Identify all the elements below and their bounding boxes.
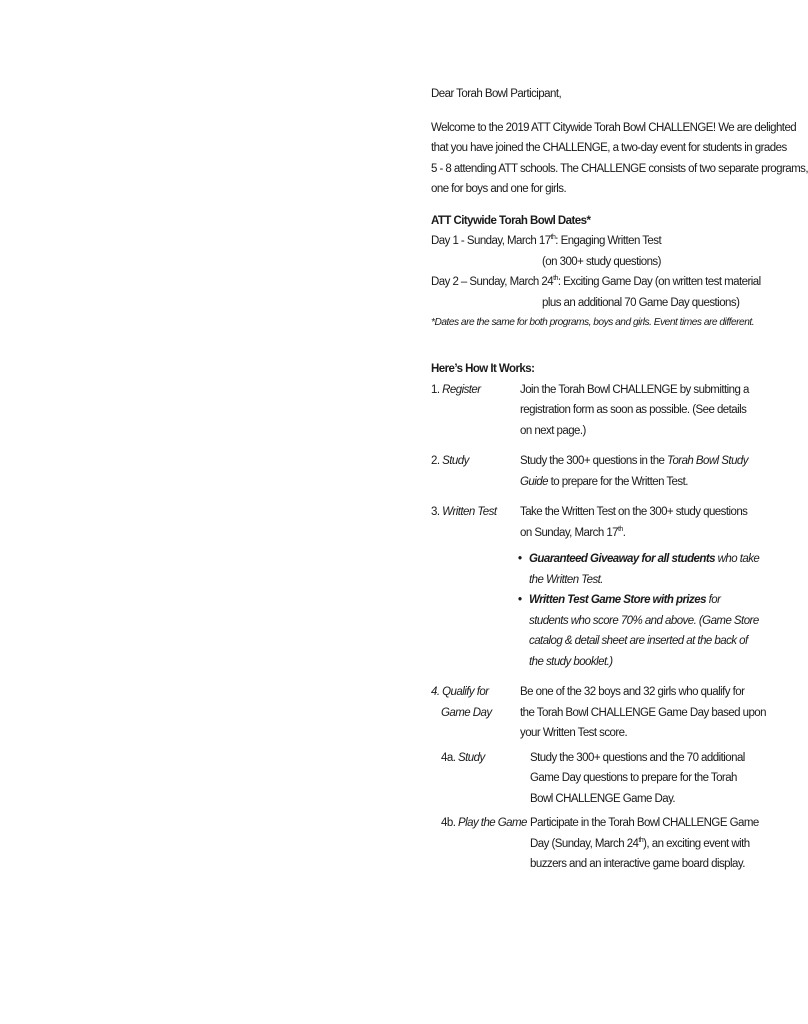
- day1-text: Day 1 - Sunday, March 17: [431, 235, 551, 247]
- step-text: to prepare for the Written Test.: [547, 475, 688, 488]
- step-body: [530, 813, 759, 875]
- step-title: Study: [457, 751, 485, 764]
- step-line: [520, 523, 759, 544]
- day1-desc: : Engaging Written Test: [555, 235, 662, 247]
- step-line: buzzers and an interactive game board display.: [530, 858, 745, 870]
- step-body: [520, 451, 748, 492]
- step-qualify: [431, 682, 766, 744]
- greeting: Dear Torah Bowl Participant,: [431, 88, 562, 100]
- step-4a-study: [431, 748, 745, 810]
- bullet-icon: •: [518, 553, 522, 565]
- step-line: Be one of the 32 boys and 32 girls who qualify for: [520, 686, 745, 698]
- step-sup: th: [618, 525, 623, 533]
- intro-line: one for boys and one for girls.: [431, 183, 567, 195]
- step-text: Study the 300+ questions in the: [520, 455, 668, 467]
- step-line: on next page.): [520, 424, 586, 437]
- step-title: Register: [442, 383, 481, 396]
- step-line: registration form as soon as possible. (See details: [520, 404, 747, 416]
- step-text: .: [622, 526, 626, 539]
- bullet-text: catalog & detail sheet are inserted at the back of: [529, 635, 748, 647]
- bullet-highlight: Guaranteed Giveaway for all students: [529, 553, 715, 565]
- step-line: Game Day questions to prepare for the Torah: [530, 772, 737, 784]
- step-title: 4. Qualify for: [431, 686, 489, 698]
- step-line: your Written Test score.: [520, 727, 628, 739]
- day1-line: [431, 231, 731, 252]
- step-text: Day (Sunday, March 24: [530, 837, 639, 850]
- dates-section: [431, 211, 761, 333]
- step-sup: th: [638, 836, 644, 844]
- step-study: [431, 451, 748, 492]
- step-text: ), an exciting event with: [643, 837, 750, 850]
- step-label: [431, 682, 520, 744]
- step-number: 2.: [431, 455, 443, 467]
- step-line: Participate in the Torah Bowl CHALLENGE Game: [530, 817, 759, 829]
- step-number: 1.: [431, 383, 443, 396]
- study-guide-title-cont: Guide: [520, 475, 548, 488]
- step-line: Study the 300+ questions and the 70 additional: [530, 751, 745, 764]
- day2-text: Day 2 – Sunday, March 24: [431, 276, 554, 288]
- how-it-works-section: [431, 359, 766, 875]
- step-4b-play: [431, 813, 759, 875]
- bullet-text: who take: [715, 553, 760, 565]
- step-line: [530, 834, 759, 855]
- bullet-highlight: Written Test Game Store with prizes: [529, 594, 706, 606]
- step-body: [520, 502, 759, 672]
- day2-desc: : Exciting Game Day (on written test material: [557, 276, 761, 288]
- bullet-icon: •: [518, 594, 522, 606]
- intro-line: that you have joined the CHALLENGE, a two-day event for students in grades: [431, 142, 787, 154]
- bullet-game-store: [520, 590, 759, 672]
- step-line: the Torah Bowl CHALLENGE Game Day based upon: [520, 706, 766, 719]
- step-line: Join the Torah Bowl CHALLENGE by submitting a: [520, 383, 749, 396]
- step-body: [520, 380, 749, 442]
- intro-paragraph: [431, 118, 808, 200]
- day2-continuation: plus an additional 70 Game Day questions): [542, 296, 740, 309]
- step-number: 4b.: [441, 817, 458, 829]
- day1-continuation: (on 300+ study questions): [542, 255, 661, 268]
- bullet-text: students who score 70% and above. (Game Store: [529, 614, 759, 627]
- step-written-test: [431, 502, 760, 672]
- step-line: Take the Written Test on the 300+ study questions: [520, 506, 748, 518]
- step-text: on Sunday, March 17: [520, 526, 619, 539]
- prize-list: [520, 549, 759, 672]
- day2-sup: th: [553, 275, 558, 283]
- bullet-giveaway: [520, 549, 759, 590]
- day2-line: [431, 272, 761, 293]
- bullet-text: the Written Test.: [529, 573, 603, 586]
- how-it-works-heading: Here’s How It Works:: [431, 363, 535, 375]
- intro-line: Welcome to the 2019 ATT Citywide Torah Bowl CHALLENGE! We are delighted: [431, 121, 797, 134]
- step-line: Bowl CHALLENGE Game Day.: [530, 792, 676, 805]
- bullet-text: for: [705, 594, 721, 606]
- study-guide-title: Torah Bowl Study: [667, 455, 748, 467]
- step-number: 4a.: [441, 751, 458, 764]
- step-title: Written Test: [442, 506, 497, 518]
- step-body: [530, 748, 745, 810]
- step-line: [520, 472, 748, 493]
- letter: [431, 84, 808, 875]
- step-label: [431, 451, 520, 492]
- step-register: [431, 380, 749, 442]
- step-label: [431, 502, 520, 672]
- step-label: [431, 813, 530, 875]
- bullet-text: the study booklet.): [529, 655, 613, 668]
- step-body: [520, 682, 766, 744]
- step-line: [520, 451, 748, 472]
- step-label: [431, 748, 530, 810]
- step-title: Game Day: [441, 706, 492, 719]
- dates-note: *Dates are the same for both programs, boys and girls. Event times are different.: [431, 317, 755, 328]
- step-number: 3.: [431, 506, 443, 518]
- step-title: Study: [442, 455, 469, 467]
- step-title: Play the Game: [457, 817, 527, 829]
- day1-sup: th: [550, 234, 556, 242]
- step-label: [431, 380, 520, 442]
- intro-line: 5 - 8 attending ATT schools. The CHALLENGE consists of two separate programs,: [431, 162, 808, 175]
- dates-heading: ATT Citywide Torah Bowl Dates*: [431, 214, 591, 227]
